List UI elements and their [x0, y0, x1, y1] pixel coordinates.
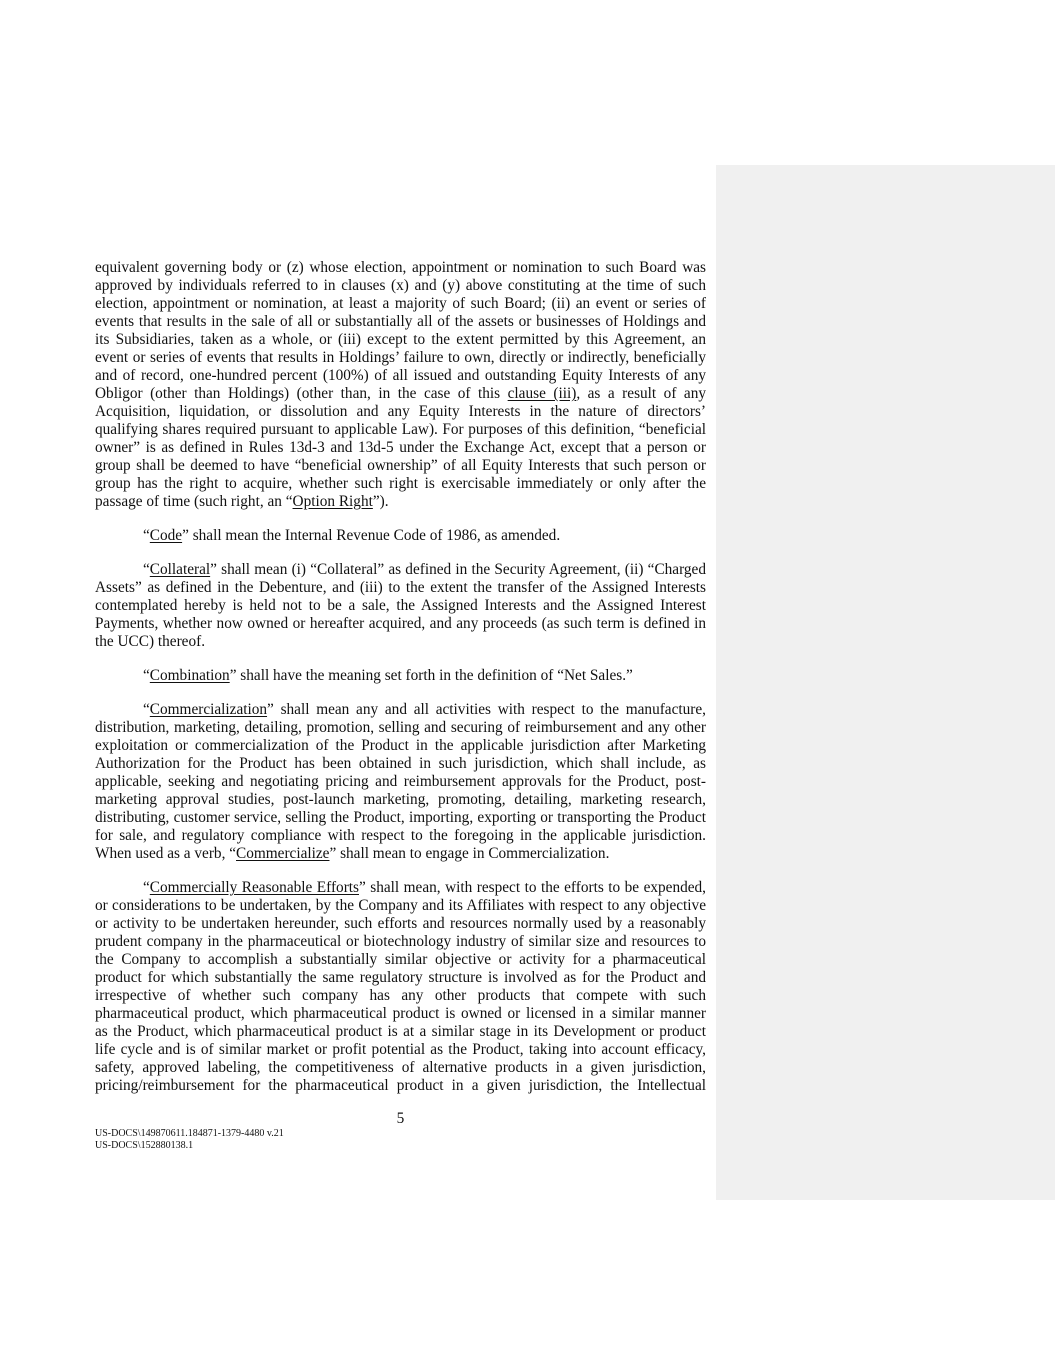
text-run: “ [143, 701, 150, 718]
text-line [95, 579, 706, 597]
text-run: equivalent governing body or (z) whose election, appointment or nomination to such Board was [95, 259, 706, 276]
text-line [95, 633, 706, 651]
text-line [95, 987, 706, 1005]
text-run: “ [143, 561, 150, 578]
text-run: applicable, seeking and negotiating pricing and reimbursement approvals for the Product, post- [95, 773, 706, 790]
text-run: the UCC) thereof. [95, 633, 206, 650]
text-line [95, 719, 706, 737]
text-line [95, 773, 706, 791]
text-line [95, 879, 706, 897]
text-run: the Company to accomplish a substantially similar objective or activity for a pharmaceutical [95, 951, 706, 968]
text-run: product for which substantially the same regulatory structure is involved as for the Product and [95, 969, 706, 986]
text-run: life cycle and is of similar market or profit potential as the Product, taking into account efficacy, [95, 1041, 706, 1058]
text-line [95, 1023, 706, 1041]
text-line [95, 457, 706, 475]
text-line [95, 295, 706, 313]
text-line [95, 809, 706, 827]
text-run: and of record, one-hundred percent (100%) of all issued and outstanding Equity Interests of any [95, 367, 706, 384]
text-run: distributing, customer service, selling the Product, importing, exporting or transporting the Product [95, 809, 706, 826]
text-line [95, 475, 706, 493]
text-run: , as a result of any [576, 385, 707, 402]
text-line [95, 259, 706, 277]
text-line [95, 615, 706, 633]
doc-id-line: US-DOCS\152880138.1 [95, 1140, 194, 1151]
document-body [95, 259, 706, 1111]
text-run: pharmaceutical product, which pharmaceutical product is owned or licensed in a similar manner [95, 1005, 706, 1022]
text-run: approved by individuals referred to in clauses (x) and (y) above constituting at the time of such [95, 277, 706, 294]
text-line [95, 385, 706, 403]
text-run: ” shall mean, with respect to the efforts to be expended, [359, 879, 707, 896]
doc-id-line: US-DOCS\149870611.184871-1379-4480 v.21 [95, 1128, 284, 1139]
text-run: ” shall mean (i) “Collateral” as defined in the Security Agreement, (ii) “Charged [210, 561, 706, 578]
text-line [95, 897, 706, 915]
text-line [95, 421, 706, 439]
text-run: qualifying shares required pursuant to applicable Law). For purposes of this definition, “beneficial [95, 421, 706, 438]
text-run: election, appointment or nomination, at least a majority of such Board; (ii) an event or series of [95, 295, 706, 312]
text-line [95, 403, 706, 421]
defined-term: Commercialization [149, 701, 268, 718]
text-run: as the Product, which pharmaceutical product is at a similar stage in its Development or product [95, 1023, 706, 1040]
text-line [95, 951, 706, 969]
defined-term: Collateral [149, 561, 211, 578]
text-run: Assets” as defined in the Debenture, and (iii) to the extent the transfer of the Assigned Interests [95, 579, 706, 596]
text-line [95, 349, 706, 367]
document-identifiers [95, 1128, 284, 1152]
text-run: pricing/reimbursement for the pharmaceutical product in a given jurisdiction, the Intellectual [95, 1077, 706, 1094]
text-run: prudent company in the pharmaceutical or biotechnology industry of similar size and resources to [95, 933, 706, 950]
text-line [95, 969, 706, 987]
text-line [95, 439, 706, 457]
text-run: ” shall mean any and all activities with respect to the manufacture, [267, 701, 706, 718]
text-line [95, 277, 706, 295]
text-line [95, 493, 706, 511]
text-line [95, 367, 706, 385]
defined-term: clause (iii) [507, 385, 577, 402]
text-run: contemplated hereby is held not to be a sale, the Assigned Interests and the Assigned Interest [95, 597, 706, 614]
text-run: for sale, and regulatory compliance with respect to the foregoing in the applicable jurisdiction. [95, 827, 706, 844]
text-line [95, 1041, 706, 1059]
text-run: owner” is as defined in Rules 13d-3 and 13d-5 under the Exchange Act, except that a person or [95, 439, 706, 456]
text-line [95, 755, 706, 773]
defined-term: Commercialize [236, 845, 330, 862]
paragraph-change-of-control-continued [95, 259, 706, 511]
text-line [95, 737, 706, 755]
text-run: “ [143, 527, 150, 544]
text-line [95, 1077, 706, 1095]
text-line [95, 915, 706, 933]
text-run: ” shall mean the Internal Revenue Code of 1986, as amended. [182, 527, 561, 544]
text-line [95, 827, 706, 845]
text-run: ” shall mean to engage in Commercialization. [329, 845, 610, 862]
text-run: ”). [372, 493, 389, 510]
definition-collateral [95, 561, 706, 651]
comment-pane[interactable] [716, 165, 1055, 1200]
text-run: exploitation or commercialization of the Product in the applicable jurisdiction after Marketing [95, 737, 706, 754]
text-run: group has the right to acquire, whether such right is exercisable immediately or only after the [95, 475, 706, 492]
text-run: “ [143, 879, 150, 896]
text-run: Payments, whether now owned or hereafter acquired, and any proceeds (as such term is defined in [95, 615, 706, 632]
text-run: group shall be deemed to have “beneficial ownership” of all Equity Interests that such person or [95, 457, 706, 474]
text-line [95, 933, 706, 951]
text-run: Authorization for the Product has been obtained in such jurisdiction, which shall include, as [95, 755, 706, 772]
text-run: ” shall have the meaning set forth in the definition of “Net Sales.” [229, 667, 633, 684]
definition-combination [95, 667, 706, 685]
definition-commercially-reasonable-efforts [95, 879, 706, 1095]
text-line [95, 791, 706, 809]
text-run: irrespective of whether such company has any other products that compete with such [95, 987, 706, 1004]
text-line [95, 313, 706, 331]
text-run: Obligor (other than Holdings) (other than, in the case of this [95, 385, 508, 402]
definition-commercialization [95, 701, 706, 863]
text-line [95, 1005, 706, 1023]
text-line [95, 1059, 706, 1077]
text-run: distribution, marketing, detailing, promotion, selling and securing of reimbursement and any other [95, 719, 706, 736]
text-line [95, 561, 706, 579]
text-line [95, 701, 706, 719]
text-line [95, 667, 706, 685]
text-run: passage of time (such right, an “ [95, 493, 293, 510]
text-run: or activity to be undertaken hereunder, such efforts and resources normally used by a reasonably [95, 915, 706, 932]
text-run: marketing approval studies, post-launch marketing, promoting, detailing, marketing research, [95, 791, 706, 808]
definition-code [95, 527, 706, 545]
text-run: Acquisition, liquidation, or dissolution and any Equity Interests in the nature of directors’ [95, 403, 706, 420]
text-run: safety, approved labeling, the competitiveness of alternative products in a given jurisdiction, [95, 1059, 706, 1076]
text-run: its Subsidiaries, taken as a whole, or (iii) except to the extent permitted by this Agreement, an [95, 331, 706, 348]
text-line [95, 597, 706, 615]
text-run: events that results in the sale of all or substantially all of the assets or businesses of Holdings and [95, 313, 706, 330]
text-line [95, 527, 706, 545]
defined-term: Commercially Reasonable Efforts [149, 879, 359, 896]
text-run: event or series of events that results in Holdings’ failure to own, directly or indirectly, beneficially [95, 349, 706, 366]
text-line [95, 845, 706, 863]
defined-term: Combination [149, 667, 230, 684]
text-run: or considerations to be undertaken, by the Company and its Affiliates with respect to any objective [95, 897, 706, 914]
text-line [95, 331, 706, 349]
defined-term: Code [149, 527, 183, 544]
page-number: 5 [396, 1110, 405, 1127]
defined-term: Option Right [292, 493, 373, 510]
text-run: “ [143, 667, 150, 684]
text-run: When used as a verb, “ [95, 845, 237, 862]
